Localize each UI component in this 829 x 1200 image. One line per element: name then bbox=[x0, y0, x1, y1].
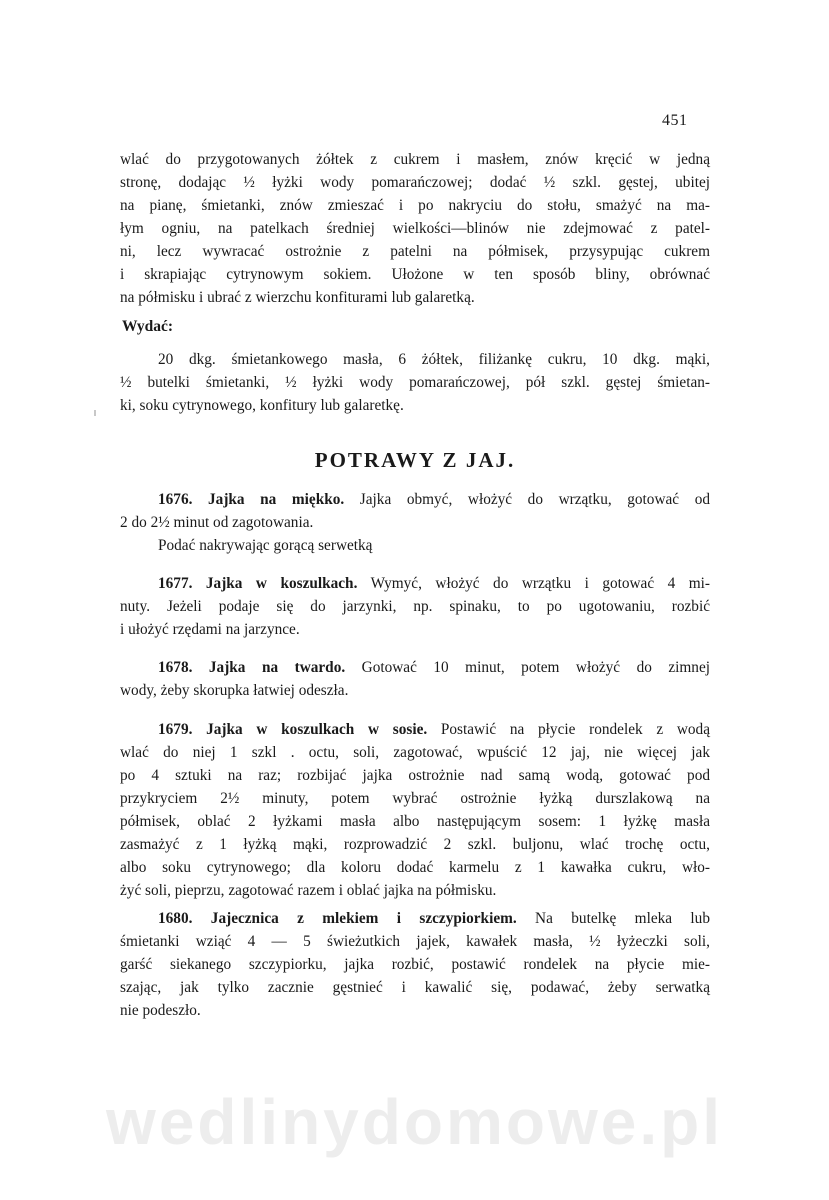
recipe-line bbox=[120, 718, 710, 741]
ingredient-line: ki, soku cytrynowego, konfitury lub galaretkę. bbox=[120, 397, 404, 414]
recipe-line: i ułożyć rzędami na jarzynce. bbox=[120, 621, 300, 638]
recipe-line: Podać nakrywając gorącą serwetką bbox=[158, 537, 373, 554]
recipe-line bbox=[120, 907, 710, 930]
recipe-line: żyć soli, pieprzu, zagotować razem i oblać jajka na półmisku. bbox=[120, 882, 497, 899]
recipe-line bbox=[120, 656, 710, 679]
intro-line: i skrapiając cytrynowym sokiem. Ułożone w ten sposób bliny, obrównać bbox=[120, 266, 710, 283]
wydac-heading: Wydać: bbox=[122, 318, 174, 335]
recipe-1676 bbox=[120, 488, 710, 557]
recipe-line: wlać do niej 1 szkl . octu, soli, zagotować, wpuścić 12 jaj, nie więcej jak bbox=[120, 744, 710, 761]
intro-paragraph bbox=[120, 148, 710, 309]
recipe-line bbox=[120, 488, 710, 511]
intro-line: wlać do przygotowanych żółtek z cukrem i masłem, znów kręcić w jedną bbox=[120, 151, 710, 168]
intro-line: na półmisku i ubrać z wierzchu konfiturami lub galaretką. bbox=[120, 289, 475, 306]
recipe-title: 1680. Jajecznica z mlekiem i szczypiorkiem. bbox=[158, 910, 517, 927]
intro-line: ni, lecz wywracać ostrożnie z patelni na półmisek, przysypując cukrem bbox=[120, 243, 710, 260]
recipe-1677 bbox=[120, 572, 710, 641]
recipe-line: wody, żeby skorupka łatwiej odeszła. bbox=[120, 682, 349, 699]
recipe-text: Jajka obmyć, włożyć do wrzątku, gotować od bbox=[344, 491, 710, 508]
recipe-line: 2 do 2½ minut od zagotowania. bbox=[120, 514, 314, 531]
recipe-1678 bbox=[120, 656, 710, 702]
recipe-line: garść siekanego szczypiorku, jajka rozbić, postawić rondelek na płycie mie- bbox=[120, 956, 710, 973]
section-title: POTRAWY Z JAJ. bbox=[314, 448, 516, 472]
recipe-text: Gotować 10 minut, potem włożyć do zimnej bbox=[345, 659, 710, 676]
recipe-line: śmietanki wziąć 4 — 5 świeżutkich jajek, kawałek masła, ½ łyżeczki soli, bbox=[120, 933, 710, 950]
recipe-1680 bbox=[120, 907, 710, 1022]
recipe-1679 bbox=[120, 718, 710, 902]
recipe-text: Postawić na płycie rondelek z wodą bbox=[427, 721, 710, 738]
recipe-text: Wymyć, włożyć do wrzątku i gotować 4 mi- bbox=[357, 575, 710, 592]
recipe-line: przykryciem 2½ minuty, potem wybrać ostrożnie łyżką durszlakową na bbox=[120, 790, 710, 807]
recipe-line: zasmażyć z 1 łyżką mąki, rozprowadzić 2 szkl. buljonu, wlać trochę octu, bbox=[120, 836, 710, 853]
recipe-line: nie podeszło. bbox=[120, 1002, 201, 1019]
recipe-title: 1677. Jajka w koszulkach. bbox=[158, 575, 358, 592]
intro-line: stronę, dodając ½ łyżki wody pomarańczowej; dodać ½ szkl. gęstej, ubitej bbox=[120, 174, 710, 191]
wydac-ingredients bbox=[120, 348, 710, 417]
recipe-line: szając, jak tylko zacznie gęstnieć i kawalić się, podawać, żeby serwatką bbox=[120, 979, 710, 996]
intro-line: na pianę, śmietanki, znów zmieszać i po nakryciu do stołu, smażyć na ma- bbox=[120, 197, 710, 214]
recipe-line: półmisek, oblać 2 łyżkami masła albo następującym sosem: 1 łyżkę masła bbox=[120, 813, 710, 830]
recipe-line bbox=[120, 572, 710, 595]
page-number: 451 bbox=[662, 112, 688, 129]
recipe-text: Na butelkę mleka lub bbox=[516, 910, 710, 927]
recipe-line: po 4 sztuki na raz; rozbijać jajka ostrożnie nad samą wodą, gotować pod bbox=[120, 767, 710, 784]
ingredient-line: ½ butelki śmietanki, ½ łyżki wody pomarańczowej, pół szkl. gęstej śmietan- bbox=[120, 374, 710, 391]
recipe-line: albo soku cytrynowego; dla koloru dodać karmelu z 1 kawałka cukru, wło- bbox=[120, 859, 710, 876]
intro-line: łym ogniu, na patelkach średniej wielkości—blinów nie zdejmować z patel- bbox=[120, 220, 710, 237]
watermark: wedlinydomowe.pl bbox=[106, 1086, 723, 1158]
margin-mark bbox=[94, 410, 96, 416]
recipe-title: 1679. Jajka w koszulkach w sosie. bbox=[158, 721, 428, 738]
recipe-title: 1676. Jajka na miękko. bbox=[158, 491, 345, 508]
recipe-title: 1678. Jajka na twardo. bbox=[158, 659, 346, 676]
ingredient-line: 20 dkg. śmietankowego masła, 6 żółtek, filiżankę cukru, 10 dkg. mąki, bbox=[158, 351, 710, 368]
recipe-line: nuty. Jeżeli podaje się do jarzynki, np. spinaku, to po ugotowaniu, rozbić bbox=[120, 598, 710, 615]
